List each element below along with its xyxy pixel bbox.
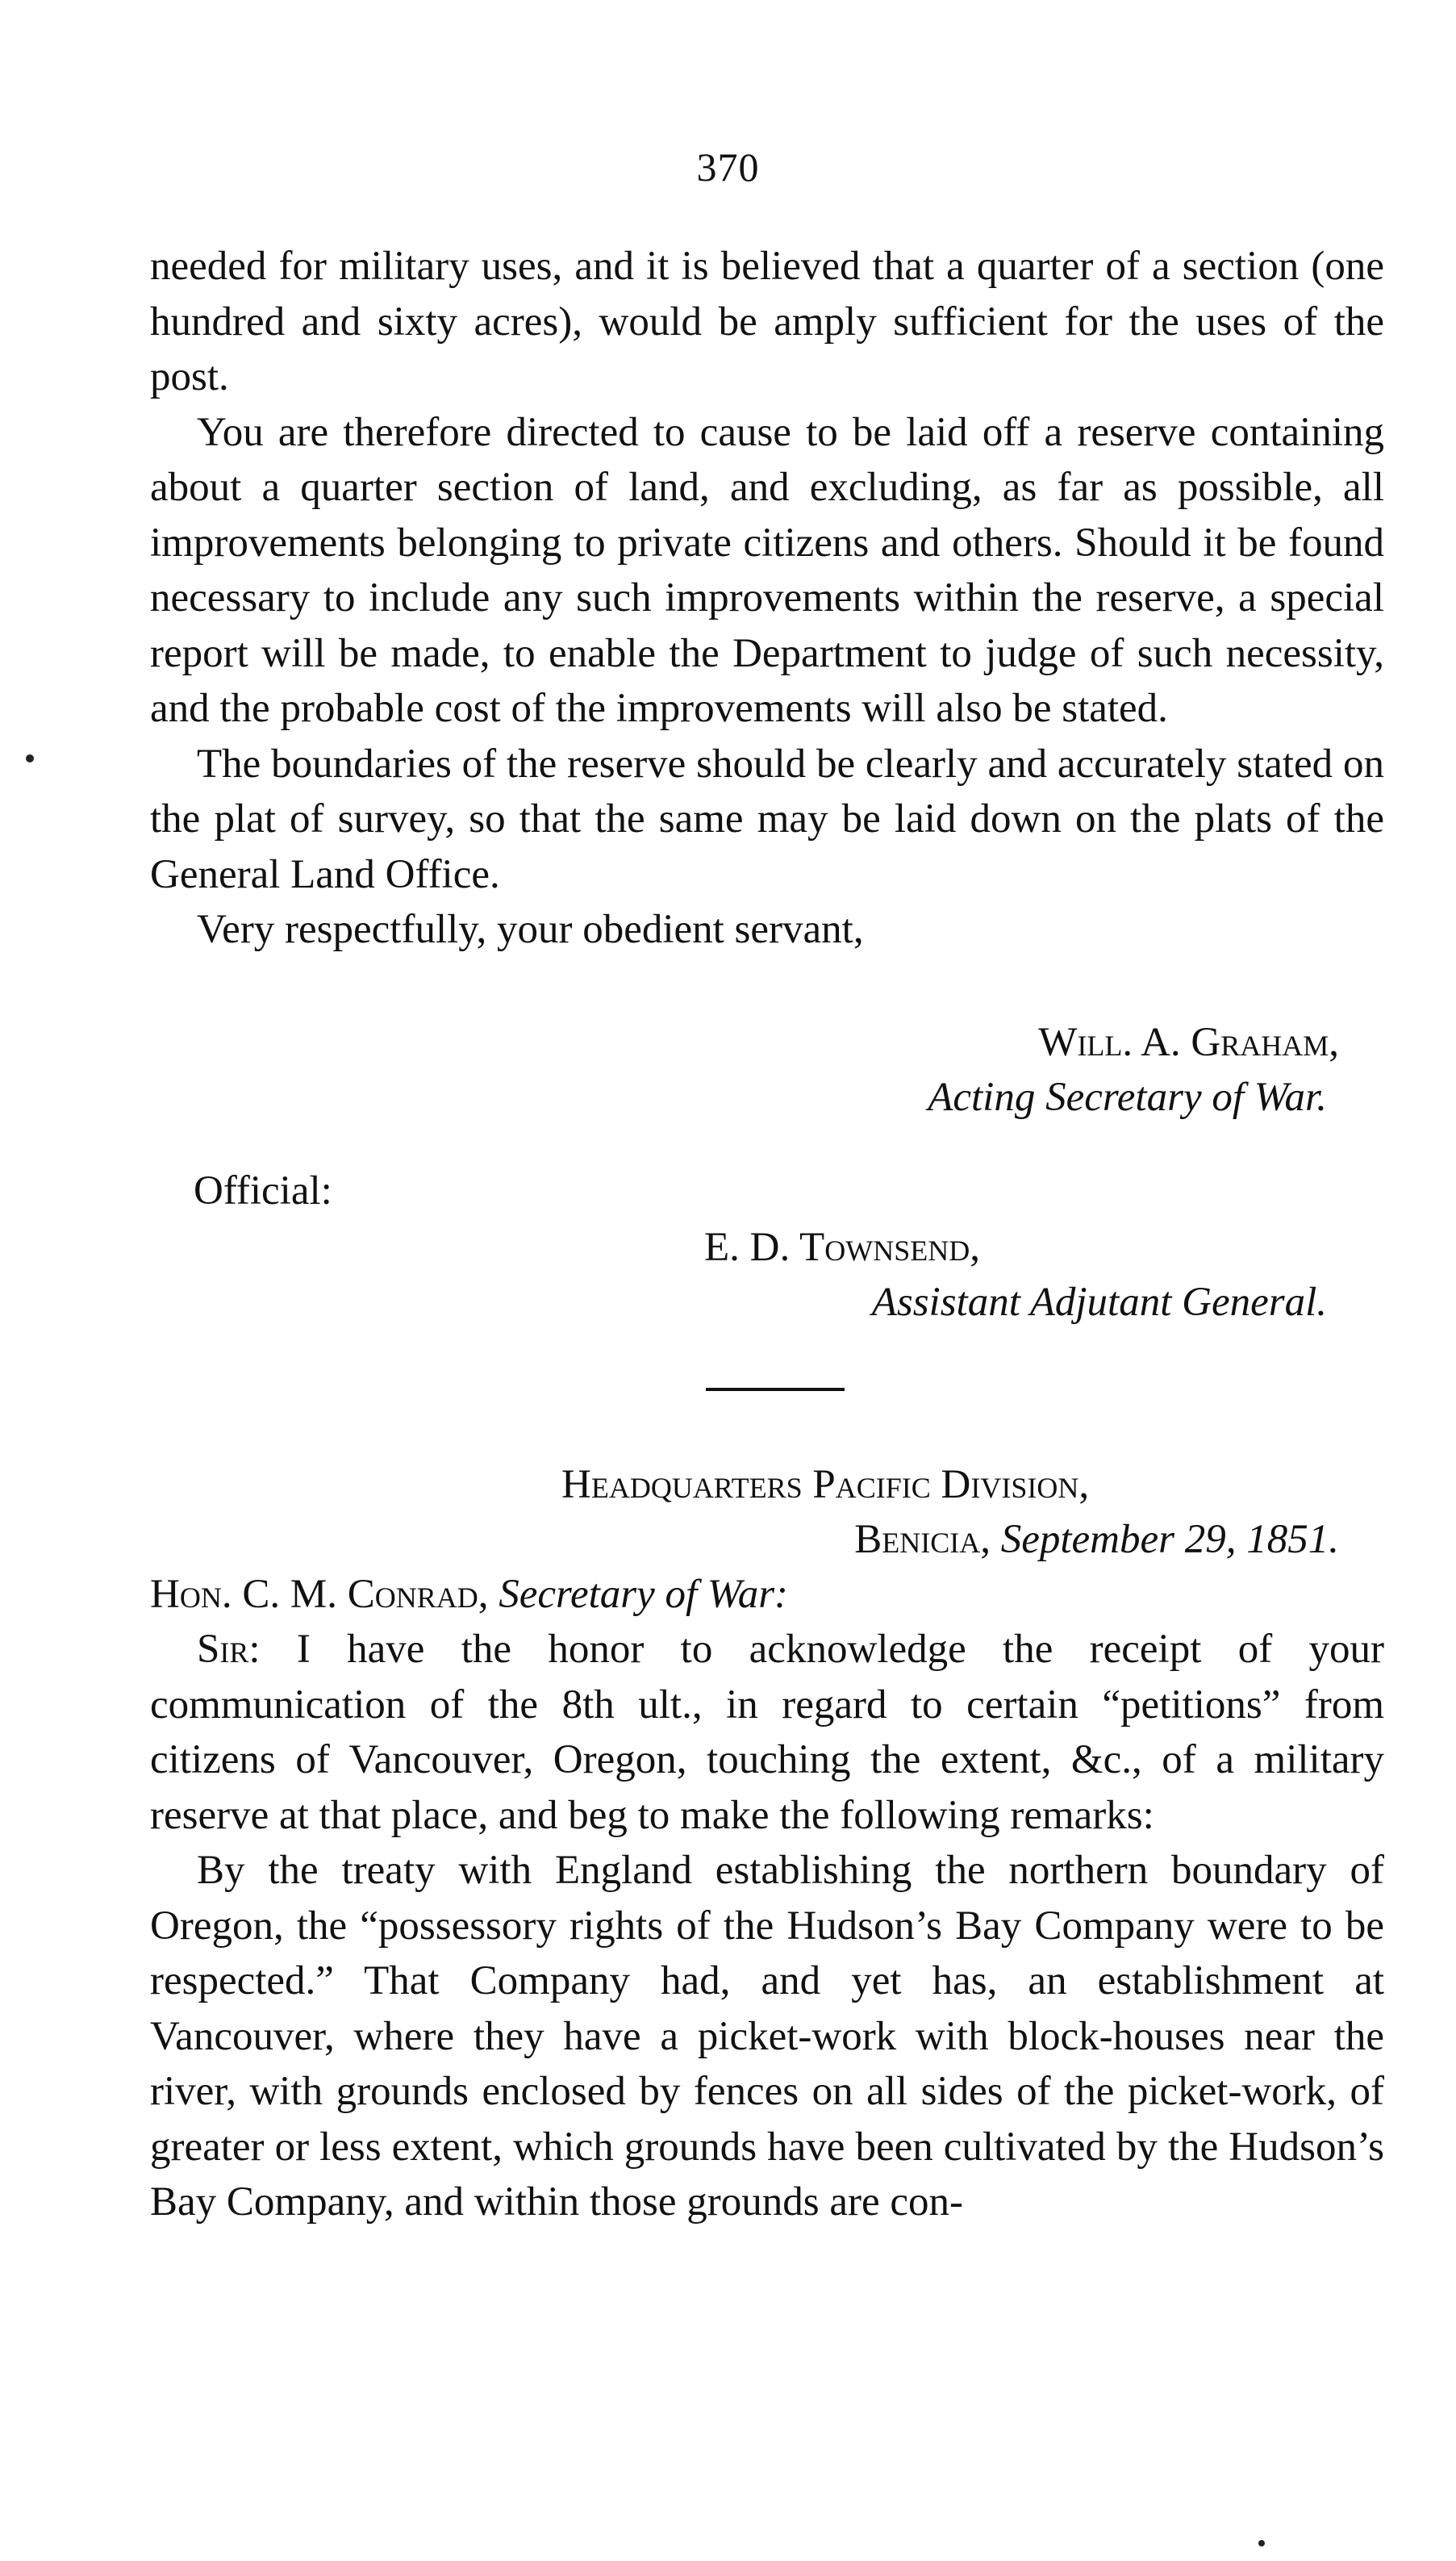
signature1-name: Will. A. Graham, [1038,1020,1339,1065]
letter1-paragraph-3: The boundaries of the reserve should be clearly and accurately stated on the plat of survey, so that the same may be laid down on the plats of the General Land Office. [150,741,1384,897]
signature2-name: E. D. Townsend, [704,1225,980,1270]
letter2-body [150,1622,1384,2230]
letter2-paragraph-1 [150,1622,1384,1843]
letter2-paragraph-2: By the treaty with England establishing the northern boundary of Oregon, the “possessory rights of the Hudson’s Bay Company were to be respected.” That Company had, and yet has, an establishment at Vancouver, where they have a picket-work with block-houses near the river, with grounds enclosed by fences on all sides of the picket-work, of greater or less extent, which grounds have been cultivated by the Hudson’s Bay Company, and within those grounds are con- [150,1848,1384,2225]
margin-speck [1258,2540,1265,2546]
signature1-title: Acting Secretary of War. [928,1075,1327,1120]
letter1-paragraph-1: needed for military uses, and it is believed that a quarter of a section (one hundred and sixty acres), would be amply sufficient for the uses of the post. [150,244,1384,399]
margin-speck [26,754,34,762]
page-number: 370 [696,144,760,190]
letter1-paragraph-2: You are therefore directed to cause to be laid off a reserve containing about a quarter section of land, and excluding, as far as possible, all improvements belonging to private citizens and others. Should it be found necessary to include any such improvements within the reserve, a special report will be made, to enable the Department to judge of such necessity, and the probable cost of the improvements will also be stated. [150,409,1384,731]
addressee-name: Hon. C. M. Conrad, [150,1572,489,1617]
section-divider [706,1388,845,1391]
letter2-dateline [854,1512,1339,1567]
letter2-place: Benicia, [854,1517,991,1562]
letter2-date [1001,1517,1339,1562]
signature2-title: Assistant Adjutant General. [871,1280,1327,1325]
letter1-body [150,239,1384,958]
letter2-addressee [150,1567,788,1622]
official-label: Official: [194,1168,332,1214]
letter2-date-text: September 29, 1851. [1000,1517,1339,1562]
letter2-heading: Headquarters Pacific Division, [561,1462,1090,1507]
salutation: Sir [197,1627,249,1672]
letter2-paragraph-1-text: : I have the honor to acknowledge the receipt of your communication of the 8th ult., in regard to certain “petitions” from citizens of Vancouver, Oregon, touching the extent, &c., of a military reserve at that place, and beg to make the following remarks: [150,1627,1384,1838]
letter1-closing: Very respectfully, your obedient servant, [197,907,864,952]
addressee-title: Secretary of War: [499,1572,789,1617]
